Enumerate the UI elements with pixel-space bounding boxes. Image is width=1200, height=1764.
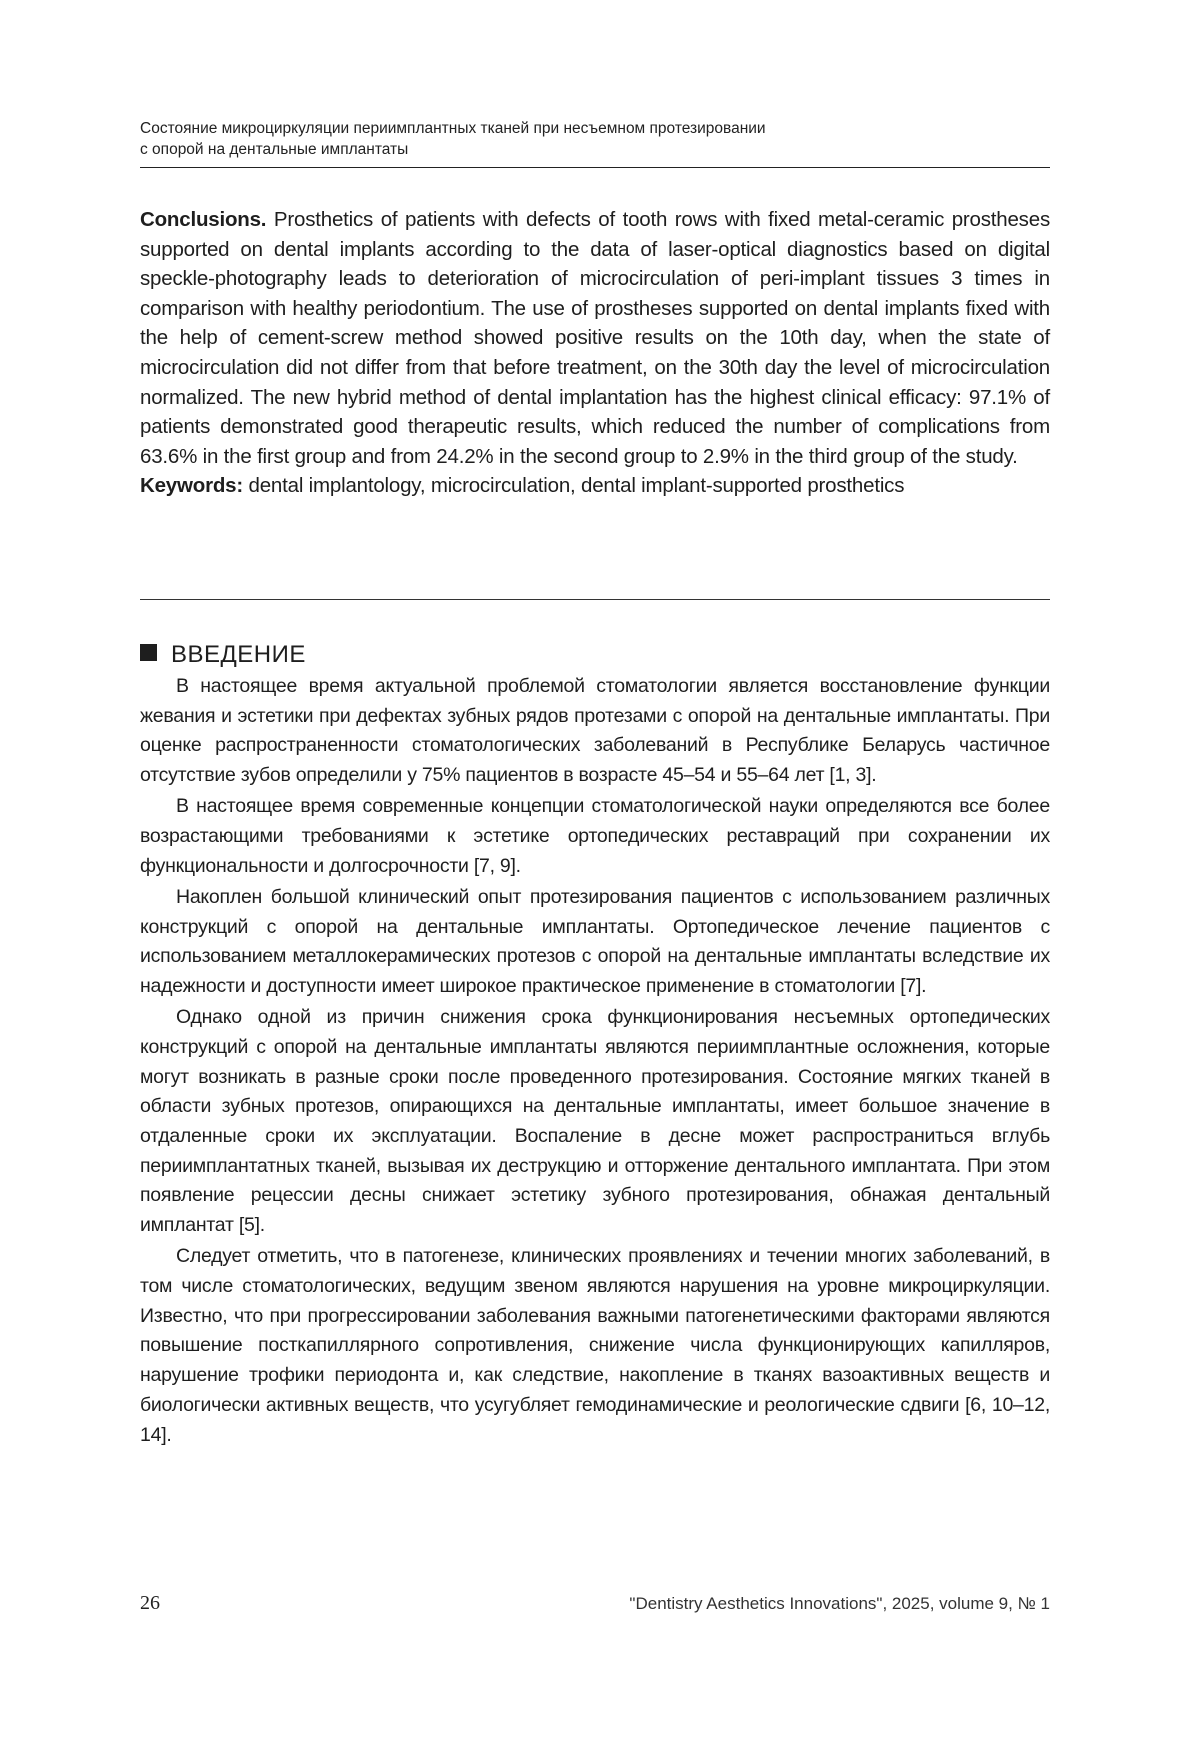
section-heading-text: ВВЕДЕНИЕ — [171, 641, 306, 668]
abstract-separator-rule — [140, 599, 1050, 600]
conclusions-text: Prosthetics of patients with defects of tooth rows with fixed metal-ceramic prostheses supported on dental implants according to the data of laser-optical diagnostics based on digital speckle-photography leads to deterioration of microcirculation of peri-implant tissues 3 times in comparison with healthy periodontium. The use of prostheses supported on dental implants fixed with the help of cement-screw method showed positive results on the 10th day, when the state of microcirculation did not differ from that before treatment, on the 30th day the level of microcirculation normalized. The new hybrid method of dental implantation has the highest clinical efficacy: 97.1% of patients demonstrated good therapeutic results, which reduced the number of complications from 63.6% in the first group and from 24.2% in the second group to 2.9% in the third group of the study. — [140, 208, 1050, 468]
running-head-line-1: Состояние микроциркуляции периимплантных тканей при несъемном протезировании — [140, 120, 766, 137]
conclusions-label: Conclusions. — [140, 208, 267, 231]
page-number: 26 — [140, 1592, 160, 1614]
section-heading — [140, 640, 306, 670]
journal-citation: "Dentistry Aesthetics Innovations", 2025, volume 9, № 1 — [629, 1594, 1050, 1613]
running-head — [140, 118, 1050, 160]
keywords-text: dental implantology, microcirculation, dental implant-supported prosthetics — [248, 474, 905, 498]
journal-page — [140, 0, 1050, 1764]
paragraph-5: Следует отметить, что в патогенезе, клинических проявлениях и течении многих заболеваний, в том числе стоматологических, ведущим звеном являются нарушения на уровне микроциркуляции. Известно, что при прогрессировании заболевания важными патогенетическими факторами являются повышение посткапиллярного сопротивления, снижение числа функционирующих капилляров, нарушение трофики периодонта и, как следствие, накопление в тканях вазоактивных веществ и биологически активных веществ, что усугубляет гемодинамические и реологические сдвиги [6, 10–12, 14]. — [140, 1245, 1050, 1446]
abstract-block — [140, 205, 1050, 501]
keywords-label: Keywords: — [140, 474, 244, 498]
header-rule — [140, 167, 1050, 168]
paragraph-2: В настоящее время современные концепции стоматологической науки определяются все более возрастающими требованиями к эстетике ортопедических реставраций при сохранении их функциональности и долгосрочности [7, 9]. — [140, 795, 1050, 877]
keywords-paragraph — [140, 471, 1050, 501]
paragraph-1: В настоящее время актуальной проблемой стоматологии является восстановление функции жевания и эстетики при дефектах зубных рядов протезами с опорой на дентальные имплантаты. При оценке распространенности стоматологических заболеваний в Республике Беларусь частичное отсутствие зубов определили у 75% пациентов в возрасте 45–54 и 55–64 лет [1, 3]. — [140, 675, 1050, 787]
section-body — [140, 672, 1050, 1452]
conclusions-paragraph — [140, 205, 1050, 471]
running-head-line-2: с опорой на дентальные имплантаты — [140, 141, 409, 158]
paragraph-4: Однако одной из причин снижения срока функционирования несъемных ортопедических конструкций с опорой на дентальные имплантаты являются периимплантные осложнения, которые могут возникать в разные сроки после проведенного протезирования. Состояние мягких тканей в области зубных протезов, опирающихся на дентальные имплантаты, имеет большое значение в отдаленные сроки их эксплуатации. Воспаление в десне может распространиться вглубь периимплантатных тканей, вызывая их деструкцию и отторжение дентального имплантата. При этом появление рецессии десны снижает эстетику зубного протезирования, обнажая дентальный имплантат [5]. — [140, 1006, 1050, 1237]
square-bullet-icon — [140, 644, 157, 661]
paragraph-3: Накоплен большой клинический опыт протезирования пациентов с использованием различных конструкций с опорой на дентальные имплантаты. Ортопедическое лечение пациентов с использованием металлокерамических протезов с опорой на дентальные имплантаты вследствие их надежности и доступности имеет широкое практическое применение в стоматологии [7]. — [140, 885, 1050, 998]
